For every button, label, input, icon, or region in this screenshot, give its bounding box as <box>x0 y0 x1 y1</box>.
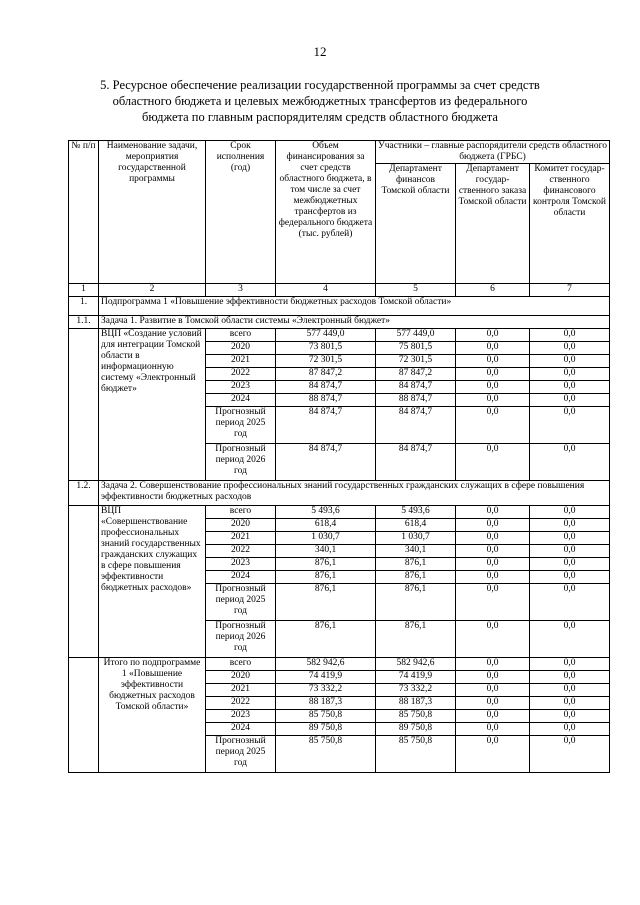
measure-name: ВЦП «Создание условий для интеграции Томской области в информационную систему «Электронный бюджет» <box>99 329 206 481</box>
period-cell: 2021 <box>206 684 276 697</box>
dept-finance-cell: 84 874,7 <box>376 407 456 444</box>
dept-procurement-cell: 0,0 <box>456 710 530 723</box>
header-dept-procurement: Департамент государ-ственного заказа Томской области <box>456 164 530 284</box>
dept-procurement-cell: 0,0 <box>456 532 530 545</box>
dept-procurement-cell: 0,0 <box>456 519 530 532</box>
period-cell: 2024 <box>206 571 276 584</box>
dept-procurement-cell: 0,0 <box>456 621 530 658</box>
dept-finance-cell: 87 847,2 <box>376 368 456 381</box>
block-3-total <box>69 658 610 773</box>
committee-cell: 0,0 <box>530 394 610 407</box>
measure-name: Итого по подпрограмме 1 «Повышение эффективности бюджетных расходов Томской области» <box>99 658 206 773</box>
volume-cell: 618,4 <box>276 519 376 532</box>
dept-procurement-cell: 0,0 <box>456 407 530 444</box>
page-number: 12 <box>313 44 327 59</box>
period-cell: 2024 <box>206 723 276 736</box>
subprogram-title: Подпрограмма 1 «Повышение эффективности бюджетных расходов Томской области» <box>99 297 610 316</box>
dept-procurement-cell: 0,0 <box>456 684 530 697</box>
dept-finance-cell: 74 419,9 <box>376 671 456 684</box>
period-cell: Прогнозный период 2026 год <box>206 444 276 481</box>
volume-cell: 577 449,0 <box>276 329 376 342</box>
dept-procurement-cell: 0,0 <box>456 571 530 584</box>
task-title: Задача 1. Развитие в Томской области системы «Электронный бюджет» <box>99 316 610 329</box>
committee-cell: 0,0 <box>530 355 610 368</box>
period-cell: Прогнозный период 2025 год <box>206 407 276 444</box>
volume-cell: 85 750,8 <box>276 710 376 723</box>
dept-procurement-cell: 0,0 <box>456 658 530 671</box>
volume-cell: 85 750,8 <box>276 736 376 773</box>
volume-cell: 876,1 <box>276 558 376 571</box>
period-cell: 2023 <box>206 710 276 723</box>
volume-cell: 1 030,7 <box>276 532 376 545</box>
row-number-empty <box>69 658 99 773</box>
committee-cell: 0,0 <box>530 368 610 381</box>
committee-cell: 0,0 <box>530 684 610 697</box>
committee-cell: 0,0 <box>530 506 610 519</box>
volume-cell: 87 847,2 <box>276 368 376 381</box>
committee-cell: 0,0 <box>530 658 610 671</box>
volume-cell: 582 942,6 <box>276 658 376 671</box>
volume-cell: 73 801,5 <box>276 342 376 355</box>
col-number: 6 <box>456 284 530 297</box>
period-cell: 2021 <box>206 355 276 368</box>
dept-finance-cell: 85 750,8 <box>376 710 456 723</box>
block-1 <box>69 329 610 481</box>
header-dept-finance: Департамент финансов Томской области <box>376 164 456 284</box>
committee-cell: 0,0 <box>530 736 610 773</box>
row-number-empty <box>69 506 99 658</box>
period-cell: 2021 <box>206 532 276 545</box>
dept-procurement-cell: 0,0 <box>456 444 530 481</box>
dept-procurement-cell: 0,0 <box>456 355 530 368</box>
dept-finance-cell: 72 301,5 <box>376 355 456 368</box>
committee-cell: 0,0 <box>530 621 610 658</box>
committee-cell: 0,0 <box>530 571 610 584</box>
dept-finance-cell: 75 801,5 <box>376 342 456 355</box>
volume-cell: 88 874,7 <box>276 394 376 407</box>
dept-finance-cell: 84 874,7 <box>376 444 456 481</box>
committee-cell: 0,0 <box>530 407 610 444</box>
committee-cell: 0,0 <box>530 381 610 394</box>
period-cell: всего <box>206 506 276 519</box>
header-participants: Участники – главные распорядители средств областного бюджета (ГРБС) <box>376 141 610 164</box>
dept-procurement-cell: 0,0 <box>456 558 530 571</box>
period-cell: 2020 <box>206 519 276 532</box>
section-title-line: 5. Ресурсное обеспечение реализации государственной программы за счет средств <box>100 78 540 92</box>
committee-cell: 0,0 <box>530 329 610 342</box>
period-cell: 2023 <box>206 558 276 571</box>
committee-cell: 0,0 <box>530 444 610 481</box>
dept-procurement-cell: 0,0 <box>456 671 530 684</box>
resource-table <box>68 140 610 773</box>
period-cell: 2020 <box>206 342 276 355</box>
dept-finance-cell: 89 750,8 <box>376 723 456 736</box>
volume-cell: 84 874,7 <box>276 407 376 444</box>
col-number: 4 <box>276 284 376 297</box>
col-number: 2 <box>99 284 206 297</box>
subprogram-number: 1. <box>69 297 99 316</box>
committee-cell: 0,0 <box>530 342 610 355</box>
dept-procurement-cell: 0,0 <box>456 506 530 519</box>
committee-cell: 0,0 <box>530 532 610 545</box>
col-number: 3 <box>206 284 276 297</box>
period-cell: всего <box>206 658 276 671</box>
dept-finance-cell: 84 874,7 <box>376 381 456 394</box>
dept-finance-cell: 88 874,7 <box>376 394 456 407</box>
table-row <box>69 506 610 519</box>
period-cell: Прогнозный период 2025 год <box>206 584 276 621</box>
col-number: 1 <box>69 284 99 297</box>
dept-finance-cell: 876,1 <box>376 621 456 658</box>
volume-cell: 89 750,8 <box>276 723 376 736</box>
volume-cell: 340,1 <box>276 545 376 558</box>
dept-finance-cell: 618,4 <box>376 519 456 532</box>
row-number-empty <box>69 329 99 481</box>
dept-finance-cell: 577 449,0 <box>376 329 456 342</box>
volume-cell: 876,1 <box>276 584 376 621</box>
committee-cell: 0,0 <box>530 558 610 571</box>
dept-procurement-cell: 0,0 <box>456 394 530 407</box>
dept-finance-cell: 88 187,3 <box>376 697 456 710</box>
dept-procurement-cell: 0,0 <box>456 736 530 773</box>
col-number: 5 <box>376 284 456 297</box>
section-title-line: областного бюджета и целевых межбюджетных трансфертов из федерального <box>112 94 528 108</box>
block-2 <box>69 506 610 658</box>
dept-finance-cell: 876,1 <box>376 571 456 584</box>
col-number: 7 <box>530 284 610 297</box>
section-title <box>70 77 570 125</box>
header-term: Срок исполнения (год) <box>206 141 276 284</box>
period-cell: 2023 <box>206 381 276 394</box>
dept-finance-cell: 5 493,6 <box>376 506 456 519</box>
header-name: Наименование задачи, мероприятия государственной программы <box>99 141 206 284</box>
dept-procurement-cell: 0,0 <box>456 368 530 381</box>
committee-cell: 0,0 <box>530 697 610 710</box>
dept-procurement-cell: 0,0 <box>456 545 530 558</box>
period-cell: 2022 <box>206 697 276 710</box>
dept-finance-cell: 582 942,6 <box>376 658 456 671</box>
task-title: Задача 2. Совершенствование профессиональных знаний государственных гражданских служащих в сфере повышения эффективности бюджетных расходов <box>99 481 610 506</box>
header-volume: Объем финансирования за счет средств областного бюджета, в том числе за счет межбюджетных трансфертов из федерального бюджета (тыс. рублей) <box>276 141 376 284</box>
committee-cell: 0,0 <box>530 723 610 736</box>
committee-cell: 0,0 <box>530 545 610 558</box>
table-row <box>69 658 610 671</box>
header-num: № п/п <box>69 141 99 284</box>
period-cell: Прогнозный период 2025 год <box>206 736 276 773</box>
volume-cell: 876,1 <box>276 571 376 584</box>
dept-procurement-cell: 0,0 <box>456 697 530 710</box>
dept-procurement-cell: 0,0 <box>456 381 530 394</box>
volume-cell: 72 301,5 <box>276 355 376 368</box>
volume-cell: 5 493,6 <box>276 506 376 519</box>
task-number: 1.1. <box>69 316 99 329</box>
dept-finance-cell: 876,1 <box>376 584 456 621</box>
dept-finance-cell: 1 030,7 <box>376 532 456 545</box>
volume-cell: 88 187,3 <box>276 697 376 710</box>
volume-cell: 74 419,9 <box>276 671 376 684</box>
volume-cell: 876,1 <box>276 621 376 658</box>
volume-cell: 73 332,2 <box>276 684 376 697</box>
header-committee: Комитет государ-ственного финансового контроля Томской области <box>530 164 610 284</box>
period-cell: 2022 <box>206 368 276 381</box>
dept-finance-cell: 340,1 <box>376 545 456 558</box>
dept-procurement-cell: 0,0 <box>456 342 530 355</box>
measure-name: ВЦП «Совершенствование профессиональных знаний государственных гражданских служащих в сфере повышения эффективности бюджетных расходов» <box>99 506 206 658</box>
volume-cell: 84 874,7 <box>276 444 376 481</box>
period-cell: 2020 <box>206 671 276 684</box>
task-number: 1.2. <box>69 481 99 506</box>
dept-finance-cell: 85 750,8 <box>376 736 456 773</box>
dept-procurement-cell: 0,0 <box>456 584 530 621</box>
committee-cell: 0,0 <box>530 710 610 723</box>
period-cell: всего <box>206 329 276 342</box>
period-cell: 2022 <box>206 545 276 558</box>
committee-cell: 0,0 <box>530 519 610 532</box>
section-title-line: бюджета по главным распорядителям средств областного бюджета <box>142 110 498 124</box>
dept-finance-cell: 73 332,2 <box>376 684 456 697</box>
dept-procurement-cell: 0,0 <box>456 329 530 342</box>
committee-cell: 0,0 <box>530 584 610 621</box>
dept-finance-cell: 876,1 <box>376 558 456 571</box>
period-cell: 2024 <box>206 394 276 407</box>
table-row <box>69 329 610 342</box>
committee-cell: 0,0 <box>530 671 610 684</box>
period-cell: Прогнозный период 2026 год <box>206 621 276 658</box>
volume-cell: 84 874,7 <box>276 381 376 394</box>
dept-procurement-cell: 0,0 <box>456 723 530 736</box>
